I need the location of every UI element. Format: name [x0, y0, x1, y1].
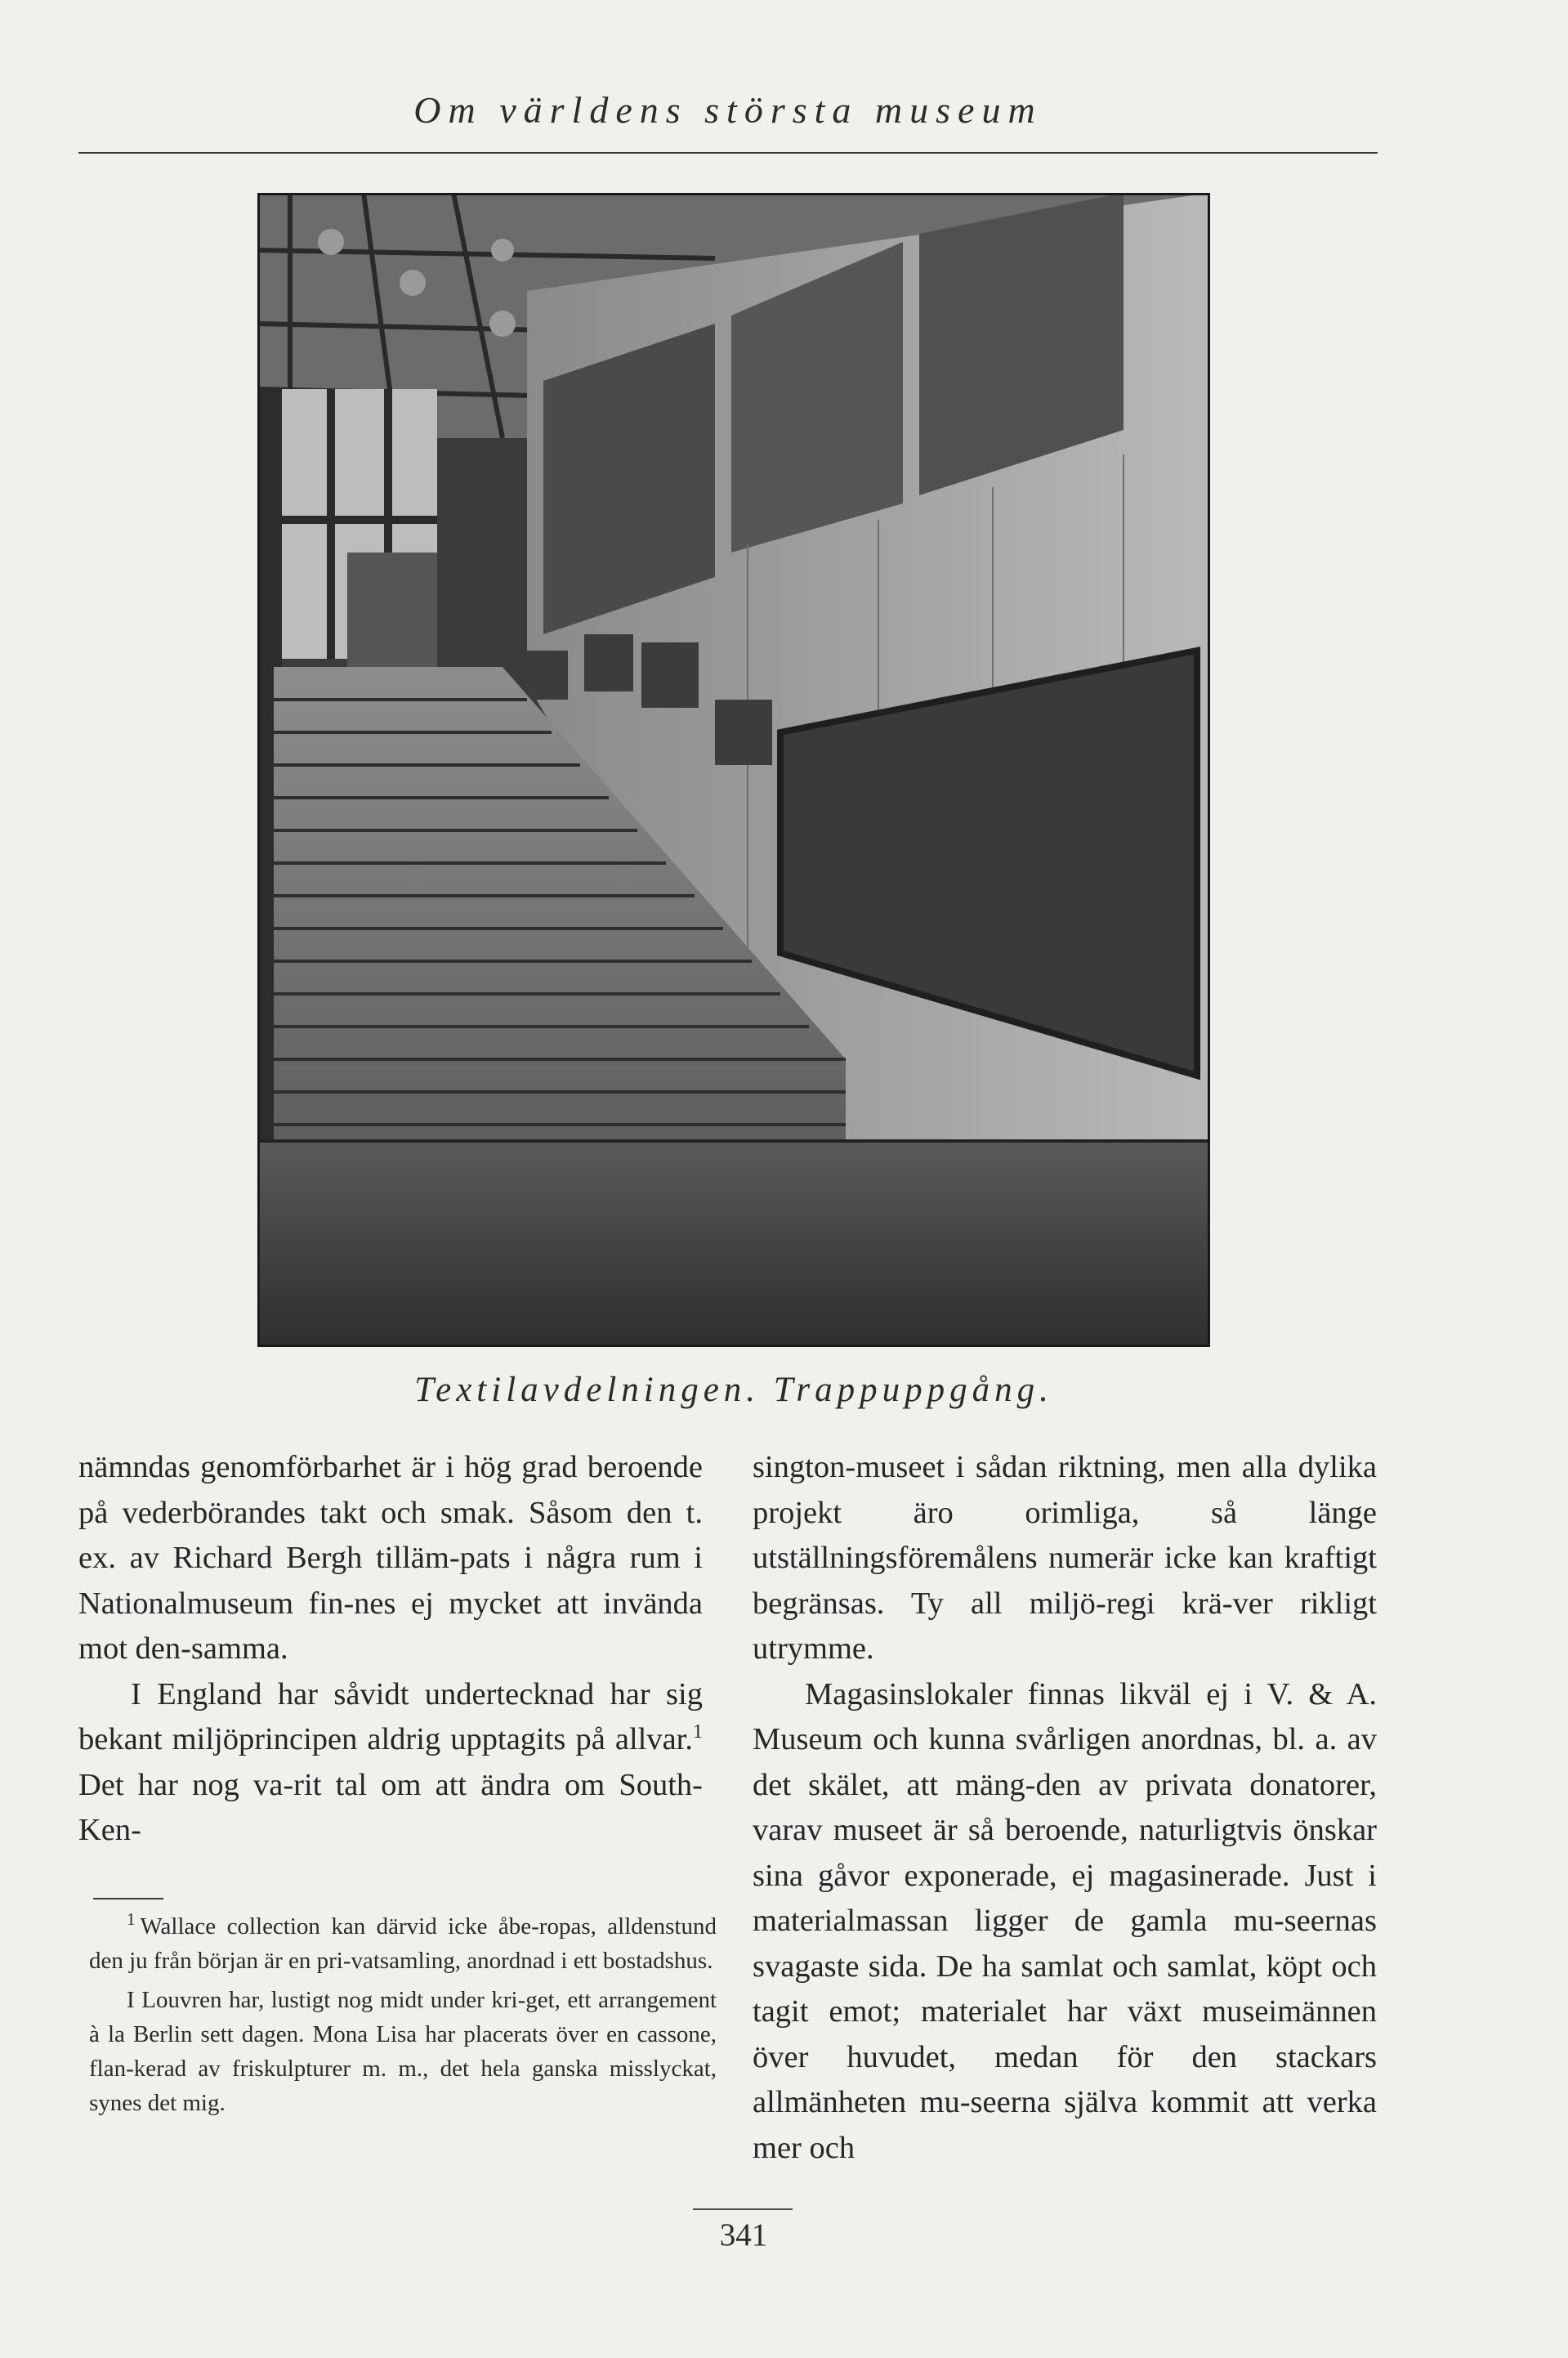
- footnote-2: I Louvren har, lustigt nog midt under kri-get, ett arrangement à la Berlin sett dagen. Mona Lisa har placerats över en cassone, flan-kerad av friskulpturer m. m., det hela ganska misslyckat, synes det mig.: [89, 1987, 717, 2116]
- page-number: 341: [719, 2217, 768, 2253]
- page-number-rule: [693, 2208, 793, 2210]
- staircase-photograph: [257, 193, 1210, 1347]
- right-column: [753, 1445, 1377, 2171]
- right-paragraph-2: Magasinslokaler finnas likväl ej i V. & A. Museum och kunna svårligen anordnas, bl. a. av det skälet, att mäng-den av privata donatorer, varav museet är så beroende, naturligtvis önskar sina gåvor exponerade, ej magasinerade. Just i materialmassan ligger de gamla mu-seernas svagaste sida. De ha samlat och samlat, köpt och tagit emot; materialet har växt museimännen över huvudet, medan för den stackars allmänheten mu-seerna själva kommit att verka mer och: [753, 1676, 1377, 2165]
- left-paragraph-2-text: I England har såvidt undertecknad har sig bekant miljöprincipen aldrig upptagits på allvar.: [78, 1676, 703, 1756]
- left-paragraph-2-tail: Det har nog va-rit tal om att ändra om South-Ken-: [78, 1767, 703, 1847]
- right-paragraph-1: sington-museet i sådan riktning, men alla dylika projekt äro orimliga, så länge utställningsföremålens numerär icke kan kraftigt begränsas. Ty all miljö-regi krä-ver rikligt utrymme.: [753, 1450, 1377, 1666]
- footnote-reference: 1: [693, 1721, 703, 1743]
- footnote-1-text: Wallace collection kan därvid icke åbe-ropas, alldenstund den ju från början är en pri-vatsamling, anordnad i ett bostadshus.: [89, 1913, 717, 1974]
- footnote-1: [89, 1909, 717, 1978]
- running-head: Om världens största museum: [413, 89, 1043, 131]
- header-rule: [78, 152, 1378, 154]
- footnote-rule: [93, 1898, 163, 1899]
- left-paragraph-1: nämndas genomförbarhet är i hög grad beroende på vederbörandes takt och smak. Såsom den t. ex. av Richard Bergh tilläm-pats i några rum i Nationalmuseum fin-nes ej mycket att invända mot den-samma.: [78, 1450, 703, 1666]
- figure-caption: Textilavdelningen. Trappuppgång.: [414, 1371, 1053, 1409]
- footnotes: [89, 1909, 717, 2120]
- left-column: [78, 1445, 703, 1854]
- left-paragraph-2: [78, 1672, 703, 1854]
- footnote-marker: 1: [127, 1909, 136, 1930]
